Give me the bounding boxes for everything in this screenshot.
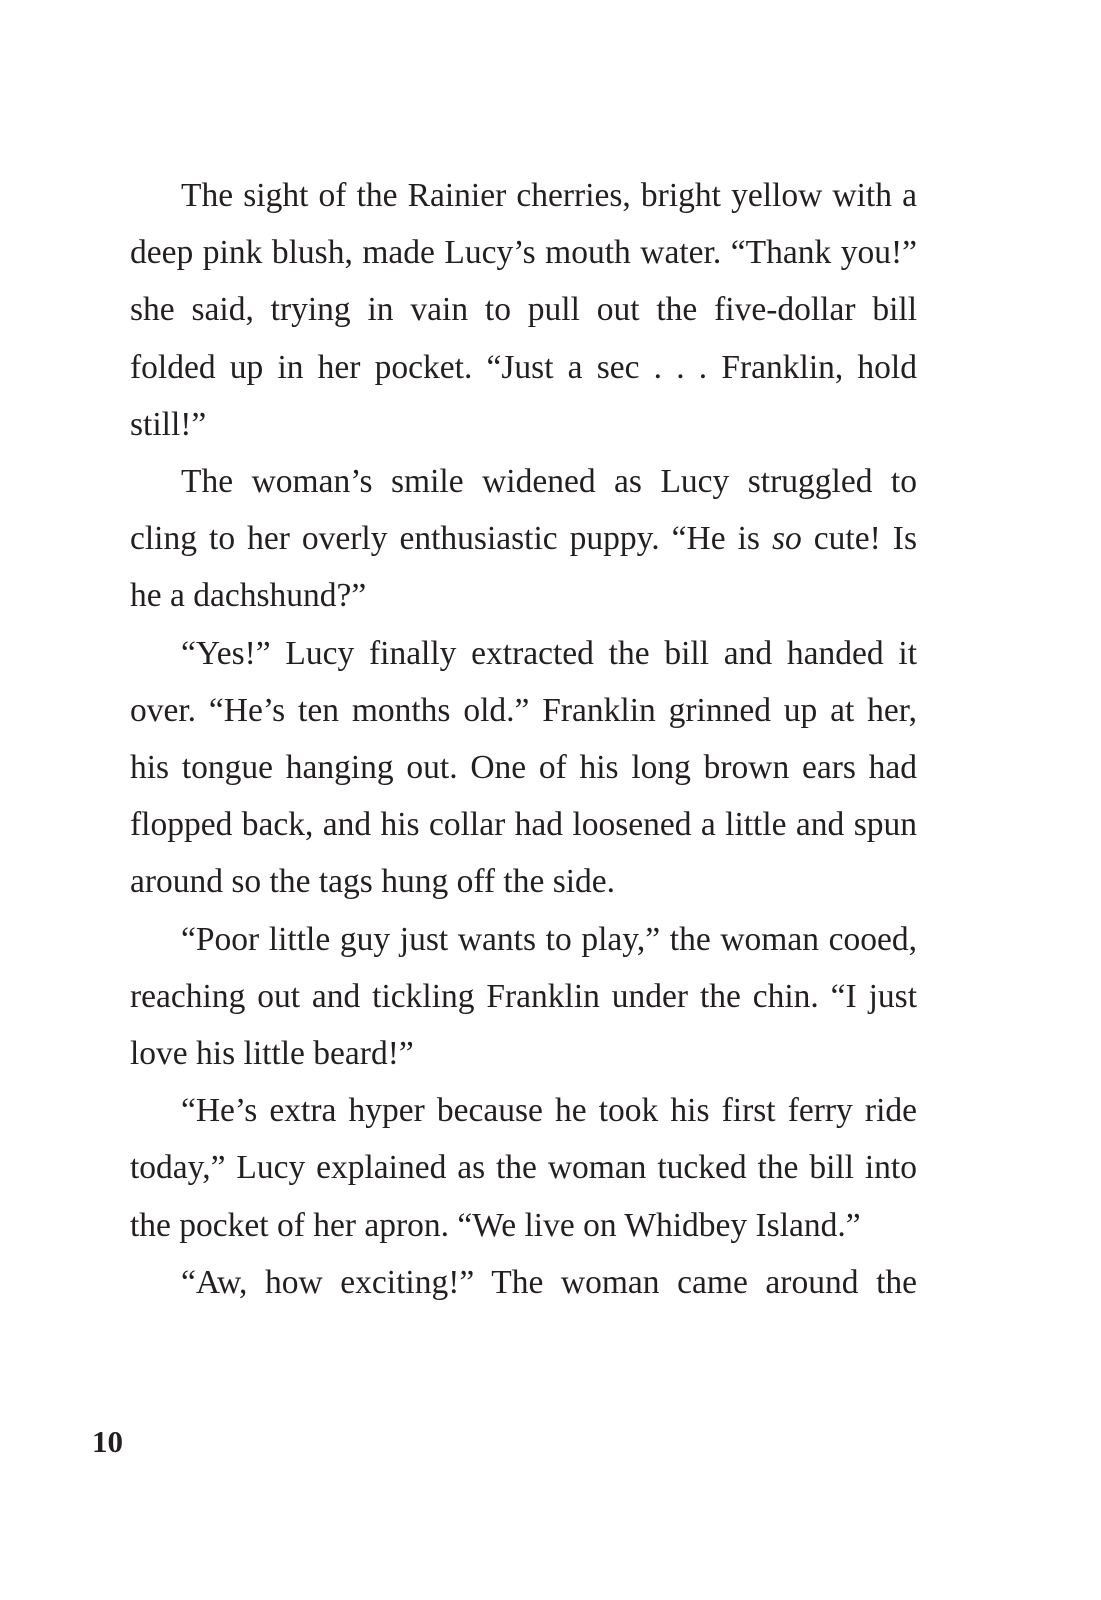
paragraph-5: “He’s extra hyper because he took his first ferry ride today,” Lucy explained as the woman tucked the bill into the pocket of her apron. “We live on Whidbey Island.” — [130, 1092, 917, 1244]
emphasis-word: so — [771, 520, 802, 558]
paragraph-2-before: The woman’s smile widened as Lucy struggled to cling to her overly enthusiastic puppy. “He is — [130, 463, 917, 558]
paragraph-4: “Poor little guy just wants to play,” the woman cooed, reaching out and tickling Franklin under the chin. “I just love his little beard!” — [130, 920, 917, 1073]
page-number: 10 — [92, 1424, 123, 1459]
paragraph-1: The sight of the Rainier cherries, bright yellow with a deep pink blush, made Lucy’s mouth water. “Thank you!” she said, trying in vain to pull out the five-dollar bill folded up in her pocket. “Just a sec . . . Franklin, hold still!” — [130, 177, 917, 443]
body-text — [130, 167, 917, 1311]
paragraph-6: “Aw, how exciting!” The woman came around the — [181, 1263, 917, 1301]
paragraph-2-after: cute! Is he a dachshund?” — [130, 520, 917, 615]
paragraph-2 — [130, 453, 917, 625]
paragraph-3: “Yes!” Lucy finally extracted the bill and handed it over. “He’s ten months old.” Franklin grinned up at her, his tongue hanging out. One of his long brown ears had flopped back, and his collar had loosened a little and spun around so the tags hung off the side. — [130, 634, 917, 901]
